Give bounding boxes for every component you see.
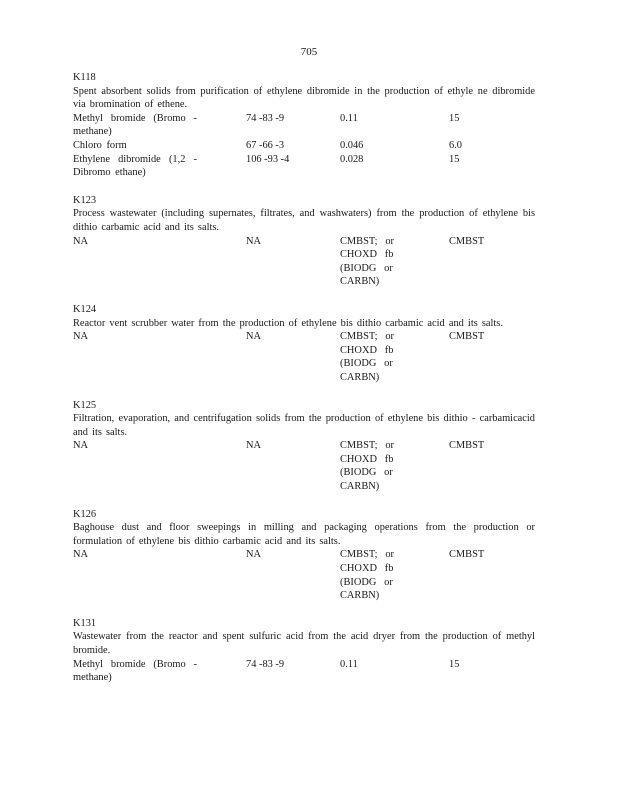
waste-code: K131 [73,617,97,629]
table-row [73,439,535,493]
waste-section-k124 [73,303,535,385]
waste-description: Spent absorbent solids from purification of ethylene dibromide in the production of ethyle ne dibromide via bromination of ethene. [73,85,535,111]
waste-section-k125 [73,399,535,494]
constituent-name: NA [73,549,89,561]
waste-section-k123 [73,194,535,289]
nonwastewater-standard: 6.0 [449,139,462,151]
constituent-name: NA [73,440,89,452]
constituent-name: Methyl bromide (Bromo - methane) [73,658,197,684]
nonwastewater-standard: CMBST [449,331,485,343]
waste-code: K124 [73,303,97,315]
table-row [73,658,535,685]
table-row [73,235,535,289]
page-number: 705 [300,46,318,58]
table-row [73,330,535,384]
wastewater-standard: CMBST; or CHOXD fb (BIODG or CARBN) [340,549,394,602]
nonwastewater-standard: CMBST [449,440,485,452]
waste-description: Wastewater from the reactor and spent sulfuric acid from the acid dryer from the production of methyl bromide. [73,631,535,657]
nonwastewater-standard: CMBST [449,235,485,247]
nonwastewater-standard: 15 [449,658,460,670]
waste-code: K118 [73,72,96,83]
constituent-name: NA [73,331,89,343]
waste-description: Baghouse dust and floor sweepings in milling and packaging operations from the production or formulation of ethylene bis dithio carbamic acid and its salts. [73,522,535,547]
wastewater-standard: 0.028 [340,153,364,165]
waste-code: K126 [73,508,97,520]
constituent-name: Ethylene dibromide (1,2 - Dibromo ethane) [73,153,197,179]
wastewater-standard: CMBST; or CHOXD fb (BIODG or CARBN) [340,235,394,288]
cas-number: 74 -83 -9 [246,658,285,670]
cas-number: NA [246,549,262,561]
wastewater-standard: CMBST; or CHOXD fb (BIODG or CARBN) [340,440,394,493]
waste-section-k131 [73,617,535,685]
waste-code: K125 [73,399,97,411]
cas-number: NA [246,331,262,343]
constituent-name: Chloro form [73,139,127,151]
nonwastewater-standard: 15 [449,112,460,124]
cas-number: 74 -83 -9 [246,112,285,124]
waste-code: K123 [73,194,97,206]
waste-description: Filtration, evaporation, and centrifugation solids from the production of ethylene bis dithio - carbamicacid and its salts. [73,413,535,438]
wastewater-standard: 0.11 [340,658,358,670]
cas-number: 67 -66 -3 [246,139,285,151]
table-row [73,548,535,602]
cas-number: NA [246,440,262,452]
constituent-name: Methyl bromide (Bromo - methane) [73,112,197,138]
waste-section-k126 [73,508,535,603]
wastewater-standard: 0.11 [340,112,358,124]
nonwastewater-standard: CMBST [449,549,485,561]
wastewater-standard: 0.046 [340,139,364,151]
constituent-name: NA [73,235,89,247]
waste-section-k118 [73,71,535,180]
document-body [73,71,535,699]
cas-number: NA [246,235,262,247]
cas-number: 106 -93 -4 [246,153,290,165]
nonwastewater-standard: 15 [449,153,460,165]
wastewater-standard: CMBST; or CHOXD fb (BIODG or CARBN) [340,331,394,383]
waste-description: Reactor vent scrubber water from the production of ethylene bis dithio carbamic acid and its salts. [73,317,503,329]
table-row [73,153,535,180]
waste-description: Process wastewater (including supernates, filtrates, and washwaters) from the production of ethylene bis dithio carbamic acid and its salts. [73,208,535,233]
table-row [73,112,535,139]
table-row [73,139,535,153]
